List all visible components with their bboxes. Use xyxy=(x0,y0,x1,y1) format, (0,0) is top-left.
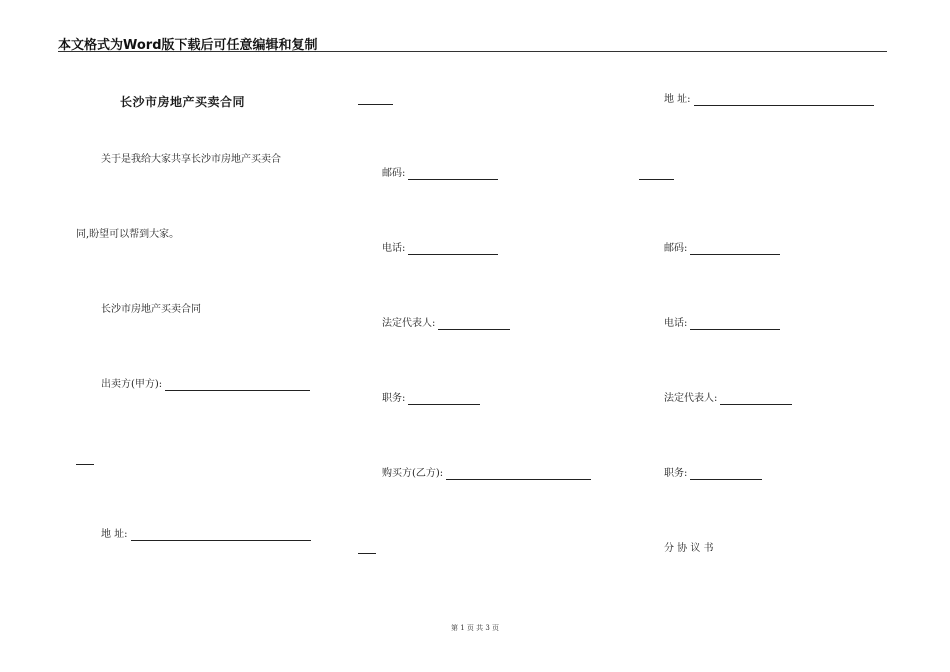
seller-field xyxy=(101,379,310,391)
seller-legal-rep-blank xyxy=(438,319,510,330)
buyer-postcode-label: 邮码: xyxy=(664,243,688,254)
seller-blank xyxy=(165,380,310,391)
buyer-postcode-field xyxy=(664,243,780,255)
contract-name: 长沙市房地产买卖合同 xyxy=(101,304,201,315)
document-header-title: 本文格式为Word版下载后可任意编辑和复制 xyxy=(58,38,318,53)
seller-postcode-label: 邮码: xyxy=(382,168,406,179)
buyer-phone-blank xyxy=(690,319,780,330)
buyer-position-blank xyxy=(690,469,762,480)
buyer-legal-rep-label: 法定代表人: xyxy=(664,393,718,404)
buyer-blank xyxy=(446,469,591,480)
intro-line-1: 关于是我给大家共享长沙市房地产买卖合 xyxy=(101,154,281,165)
seller-position-blank xyxy=(408,394,480,405)
seller-address-blank xyxy=(131,530,311,541)
buyer-legal-rep-blank xyxy=(720,394,792,405)
col2-top-line xyxy=(358,104,393,105)
sub-agreement-heading: 分 协 议 书 xyxy=(664,543,714,554)
seller-position-field xyxy=(382,393,480,405)
buyer-legal-rep-field xyxy=(664,393,792,405)
buyer-postcode-blank xyxy=(690,244,780,255)
seller-continuation-line xyxy=(76,464,94,465)
buyer-phone-label: 电话: xyxy=(664,318,688,329)
intro-line-2: 同,盼望可以帮到大家。 xyxy=(76,229,180,240)
seller-phone-blank xyxy=(408,244,498,255)
header-rule xyxy=(58,51,887,52)
seller-address-field xyxy=(101,529,311,541)
buyer-label: 购买方(乙方): xyxy=(382,468,444,479)
buyer-phone-field xyxy=(664,318,780,330)
buyer-continuation-line xyxy=(358,553,376,554)
buyer-position-field xyxy=(664,468,762,480)
seller-legal-rep-field xyxy=(382,318,510,330)
page-footer: 第 1 页 共 3 页 xyxy=(450,624,500,632)
seller-label: 出卖方(甲方): xyxy=(101,379,163,390)
buyer-address-blank xyxy=(694,95,874,106)
col3-continuation-line xyxy=(639,179,674,180)
buyer-address-label: 地 址: xyxy=(664,94,691,105)
seller-postcode-blank xyxy=(408,169,498,180)
seller-position-label: 职务: xyxy=(382,393,406,404)
buyer-position-label: 职务: xyxy=(664,468,688,479)
buyer-address-field xyxy=(664,94,874,106)
seller-address-label: 地 址: xyxy=(101,529,128,540)
seller-legal-rep-label: 法定代表人: xyxy=(382,318,436,329)
seller-phone-field xyxy=(382,243,498,255)
seller-phone-label: 电话: xyxy=(382,243,406,254)
contract-title: 长沙市房地产买卖合同 xyxy=(120,95,246,109)
buyer-field xyxy=(382,468,591,480)
seller-postcode-field xyxy=(382,168,498,180)
